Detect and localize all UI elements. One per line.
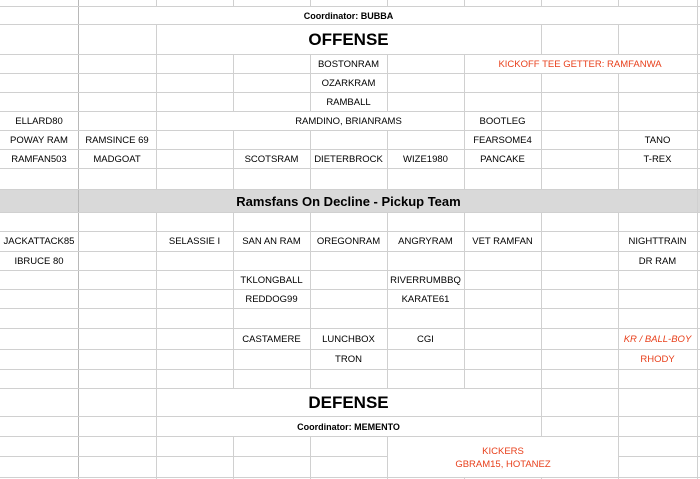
- cell-player[interactable]: ANGRYRAM: [398, 236, 453, 247]
- cell-player[interactable]: MADGOAT: [93, 153, 141, 165]
- grid-line: [78, 0, 79, 479]
- grid-line: [0, 212, 700, 213]
- pickup-title: Ramsfans On Decline - Pickup Team: [236, 193, 461, 209]
- cell-player[interactable]: WIZE1980: [403, 153, 448, 165]
- kickers-label: KICKERS: [482, 445, 524, 457]
- cell-player[interactable]: JACKATTACK85: [3, 236, 75, 247]
- cell-player[interactable]: RAMFAN503: [11, 153, 67, 165]
- cell-player[interactable]: SCOTSRAM: [244, 153, 299, 165]
- grid-line: [0, 289, 700, 290]
- cell-player[interactable]: TANO: [644, 134, 671, 146]
- cell-player[interactable]: PANCAKE: [480, 153, 525, 165]
- cell-player[interactable]: POWAY RAM: [10, 134, 68, 146]
- grid-line: [0, 477, 700, 478]
- cell-player[interactable]: OREGONRAM: [316, 236, 381, 247]
- cell-player[interactable]: RAMBALL: [326, 96, 371, 108]
- cell-role-note[interactable]: KR / BALL-BOY: [623, 333, 692, 345]
- cell-player[interactable]: SAN AN RAM: [242, 236, 301, 247]
- grid-line: [0, 270, 700, 271]
- defense-coordinator: Coordinator: MEMENTO: [297, 421, 400, 432]
- kickoff-note[interactable]: KICKOFF TEE GETTER: RAMFANWA: [498, 58, 662, 70]
- cell-player[interactable]: RAMDINO, BRIANRAMS: [295, 115, 402, 127]
- cell-player[interactable]: FEARSOME4: [473, 134, 532, 146]
- cell-player[interactable]: CASTAMERE: [242, 333, 301, 345]
- cell-player[interactable]: RAMSINCE 69: [85, 134, 149, 146]
- grid-line: [0, 308, 700, 309]
- cell-player[interactable]: NIGHTTRAIN: [628, 236, 687, 247]
- cell-player[interactable]: VET RAMFAN: [472, 236, 533, 247]
- cell-player[interactable]: REDDOG99: [245, 293, 298, 305]
- cell-player[interactable]: DR RAM: [638, 255, 677, 267]
- cell-player[interactable]: OZARKRAM: [321, 77, 376, 89]
- cell-player[interactable]: BOSTONRAM: [317, 58, 380, 70]
- grid-line: [0, 369, 700, 370]
- cell-player[interactable]: BOOTLEG: [479, 115, 526, 127]
- offense-coordinator: Coordinator: BUBBA: [303, 10, 394, 21]
- cell-player[interactable]: RHODY: [640, 354, 675, 365]
- cell-player[interactable]: CGI: [417, 333, 434, 345]
- grid-line: [0, 168, 700, 169]
- cell-player[interactable]: SELASSIE I: [168, 236, 221, 247]
- defense-title: DEFENSE: [308, 392, 389, 412]
- cell-player[interactable]: KARATE61: [401, 293, 450, 305]
- kickers-names[interactable]: GBRAM15, HOTANEZ: [455, 458, 551, 470]
- cell-player[interactable]: T-REX: [643, 153, 672, 165]
- cell-player[interactable]: TKLONGBALL: [240, 274, 303, 286]
- cell-player[interactable]: TRON: [335, 354, 362, 365]
- offense-title: OFFENSE: [308, 29, 389, 49]
- grid-line: [0, 251, 700, 252]
- grid-line: [697, 0, 698, 479]
- cell-player[interactable]: RIVERRUMBBQ: [390, 274, 461, 286]
- cell-player[interactable]: ELLARD80: [15, 115, 63, 127]
- cell-player[interactable]: IBRUCE 80: [14, 255, 64, 267]
- cell-player[interactable]: LUNCHBOX: [322, 333, 375, 345]
- cell-player[interactable]: DIETERBROCK: [314, 153, 383, 165]
